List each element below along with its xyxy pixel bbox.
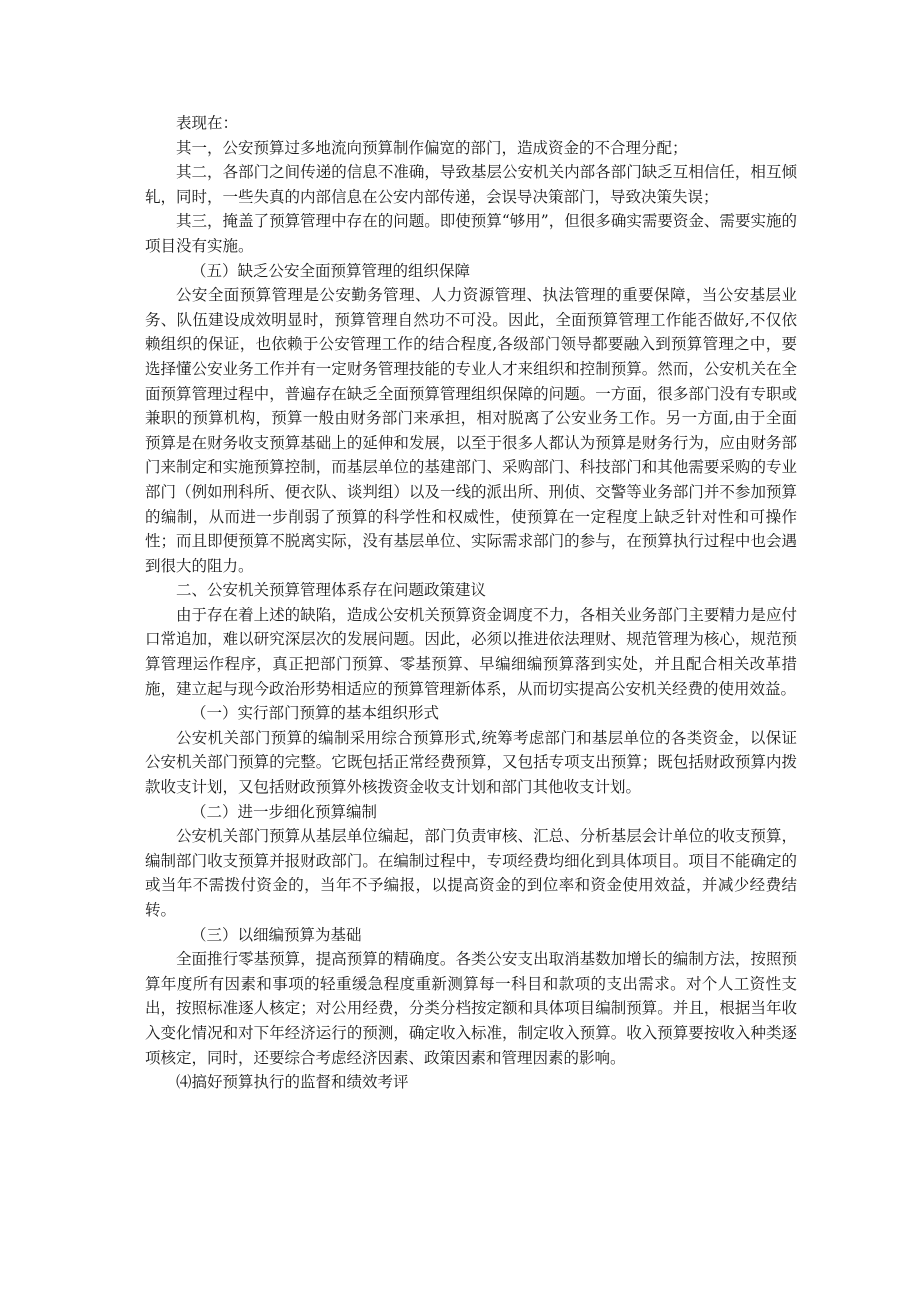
section-heading-3: （三）以细编预算为基础 (191, 925, 362, 944)
chapter-heading-2: 二、公安机关预算管理体系存在问题政策建议 (176, 581, 487, 600)
paragraph-point-2: 其二，各部门之间传递的信息不准确，导致基层公安机关内部各部门缺乏互相信任，相互倾轧，同时，一些失真的内部信息在公安内部传递，会误导决策部门，导致决策失误； (145, 163, 797, 206)
paragraph-point-1: 其一，公安预算过多地流向预算制作偏宽的部门，造成资金的不合理分配； (176, 138, 688, 157)
paragraph-body: 公安全面预算管理是公安勤务管理、人力资源管理、执法管理的重要保障，当公安基层业务、队伍建设成效明显时，预算管理自然功不可没。因此，全面预算管理工作能否做好,不仅依赖组织的保证，也依赖于公安管理工作的结合程度,各级部门领导都要融入到预算管理之中，要选择懂公安业务工作并有一定财务管理技能的专业人才来组织和控制预算。然而，公安机关在全面预算管理过程中，普遍存在缺乏全面预算管理组织保障的问题。一方面，很多部门没有专职或兼职的预算机构，预算一般由财务部门来承担，相对脱离了公安业务工作。另一方面,由于全面预算是在财务收支预算基础上的延伸和发展，以至于很多人都认为预算是财务行为，应由财务部门来制定和实施预算控制，而基层单位的基建部门、采购部门、科技部门和其他需要采购的专业部门（例如刑科所、便衣队、谈判组）以及一线的派出所、刑侦、交警等业务部门并不参加预算的编制，从而进一步削弱了预算的科学性和权威性，使预算在一定程度上缺乏针对性和可操作性；而且即便预算不脱离实际，没有基层单位、实际需求部门的参与，在预算执行过程中也会遇到很大的阻力。 (145, 286, 797, 575)
section-heading-1: （一）实行部门预算的基本组织形式 (191, 704, 440, 723)
paragraph-body: 公安机关部门预算从基层单位编起，部门负责审核、汇总、分析基层会计单位的收支预算，编制部门收支预算并报财政部门。在编制过程中，专项经费均细化到具体项目。项目不能确定的或当年不需拨付资金的，当年不予编报，以提高资金的到位率和资金使用效益，并减少经费结转。 (145, 827, 797, 919)
paragraph-body: 公安机关部门预算的编制采用综合预算形式,统筹考虑部门和基层单位的各类资金，以保证公安机关部门预算的完整。它既包括正常经费预算，又包括专项支出预算；既包括财政预算内拨款收支计划，又包括财政预算外核拨资金收支计划和部门其他收支计划。 (145, 728, 797, 797)
section-heading-5: （五）缺乏公安全面预算管理的组织保障 (191, 261, 471, 280)
paragraph-body: 由于存在着上述的缺陷，造成公安机关预算资金调度不力，各相关业务部门主要精力是应付口常追加，难以研究深层次的发展问题。因此，必须以推进依法理财、规范管理为核心，规范预算管理运作程序，真正把部门预算、零基预算、早编细编预算落到实处，并且配合相关改革措施，建立起与现今政治形势相适应的预算管理新体系，从而切实提高公安机关经费的使用效益。 (145, 605, 797, 698)
paragraph-body: 全面推行零基预算，提高预算的精确度。各类公安支出取消基数加增长的编制方法，按照预算年度所有因素和事项的轻重缓急程度重新测算每一科目和款项的支出需求。对个人工资性支出，按照标准逐人核定；对公用经费，分类分档按定额和具体项目编制预算。并且，根据当年收入变化情况和对下年经济运行的预测，确定收入标准，制定收入预算。收入预算要按收入种类逐项核定，同时，还要综合考虑经济因素、政策因素和管理因素的影响。 (145, 950, 797, 1067)
paragraph-point-3: 其三，掩盖了预算管理中存在的问题。即使预算“够用”，但很多确实需要资金、需要实施的项目没有实施。 (145, 212, 797, 255)
section-heading-4: ⑷搞好预算执行的监督和绩效考评 (176, 1073, 409, 1092)
paragraph-intro: 表现在： (176, 114, 239, 132)
document-page (145, 111, 797, 1095)
section-heading-2: （二）进一步细化预算编制 (191, 802, 378, 821)
